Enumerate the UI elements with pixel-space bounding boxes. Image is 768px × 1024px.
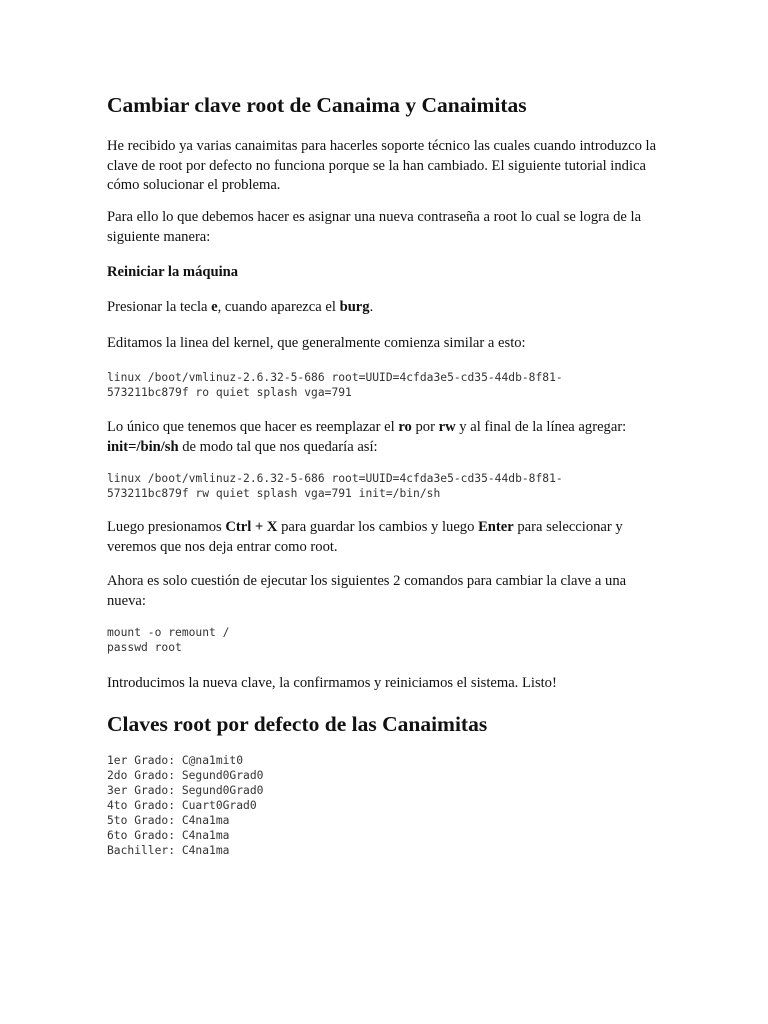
enter-label: Enter <box>478 519 514 535</box>
step-heading: Reiniciar la máquina <box>107 264 239 280</box>
init-label: init=/bin/sh <box>107 438 179 455</box>
edit-kernel-paragraph: Editamos la linea del kernel, que generalmente comienza similar a esto: <box>107 335 526 351</box>
ro-label: ro <box>398 419 412 435</box>
key-e: e <box>211 299 218 315</box>
outro-paragraph: Introducimos la nueva clave, la confirmamos y reiniciamos el sistema. Listo! <box>107 675 557 691</box>
kernel-code-original: linux /boot/vmlinuz-2.6.32-5-686 root=UUID=4cfda3e5-cd35-44db-8f81- 573211bc879f ro quiet splash vga=791 <box>107 371 563 399</box>
section-title-default-keys: Claves root por defecto de las Canaimitas <box>107 712 488 736</box>
intro-paragraph: He recibido ya varias canaimitas para hacerles soporte técnico las cuales cuando introduzco la clave de root por defecto no funciona porque se la han cambiado. El siguiente tutorial indica cómo solucionar el problema. <box>107 138 657 193</box>
kernel-code-modified: linux /boot/vmlinuz-2.6.32-5-686 root=UUID=4cfda3e5-cd35-44db-8f81- 573211bc879f rw quiet splash vga=791 init=/bin/sh <box>107 472 563 500</box>
commands-intro-paragraph: Ahora es solo cuestión de ejecutar los siguientes 2 comandos para cambiar la clave a una nueva: <box>107 573 627 609</box>
default-keys-code: 1er Grado: C@na1mit0 2do Grado: Segund0Grad0 3er Grado: Segund0Grad0 4to Grado: Cuart0Grad0 5to Grado: C4na1ma 6to Grado: C4na1ma Bachiller: C4na1ma <box>107 754 264 857</box>
page-title: Cambiar clave root de Canaima y Canaimitas <box>107 93 527 117</box>
replace-paragraph: Lo único que tenemos que hacer es reemplazar el ro por rw y al final de la línea agregar: init=/bin/sh de modo tal que nos quedaría así: <box>107 419 627 455</box>
ctrl-x-label: Ctrl + X <box>225 519 278 535</box>
burg-label: burg <box>339 299 370 315</box>
commands-code: mount -o remount / passwd root <box>107 626 230 654</box>
ctrl-x-paragraph: Luego presionamos Ctrl + X para guardar los cambios y luego Enter para seleccionar y veremos que nos deja entrar como root. <box>107 519 623 555</box>
rw-label: rw <box>438 419 456 435</box>
press-key-paragraph: Presionar la tecla e, cuando aparezca el burg. <box>107 299 374 315</box>
method-paragraph: Para ello lo que debemos hacer es asignar una nueva contraseña a root lo cual se logra de la siguiente manera: <box>107 209 642 245</box>
